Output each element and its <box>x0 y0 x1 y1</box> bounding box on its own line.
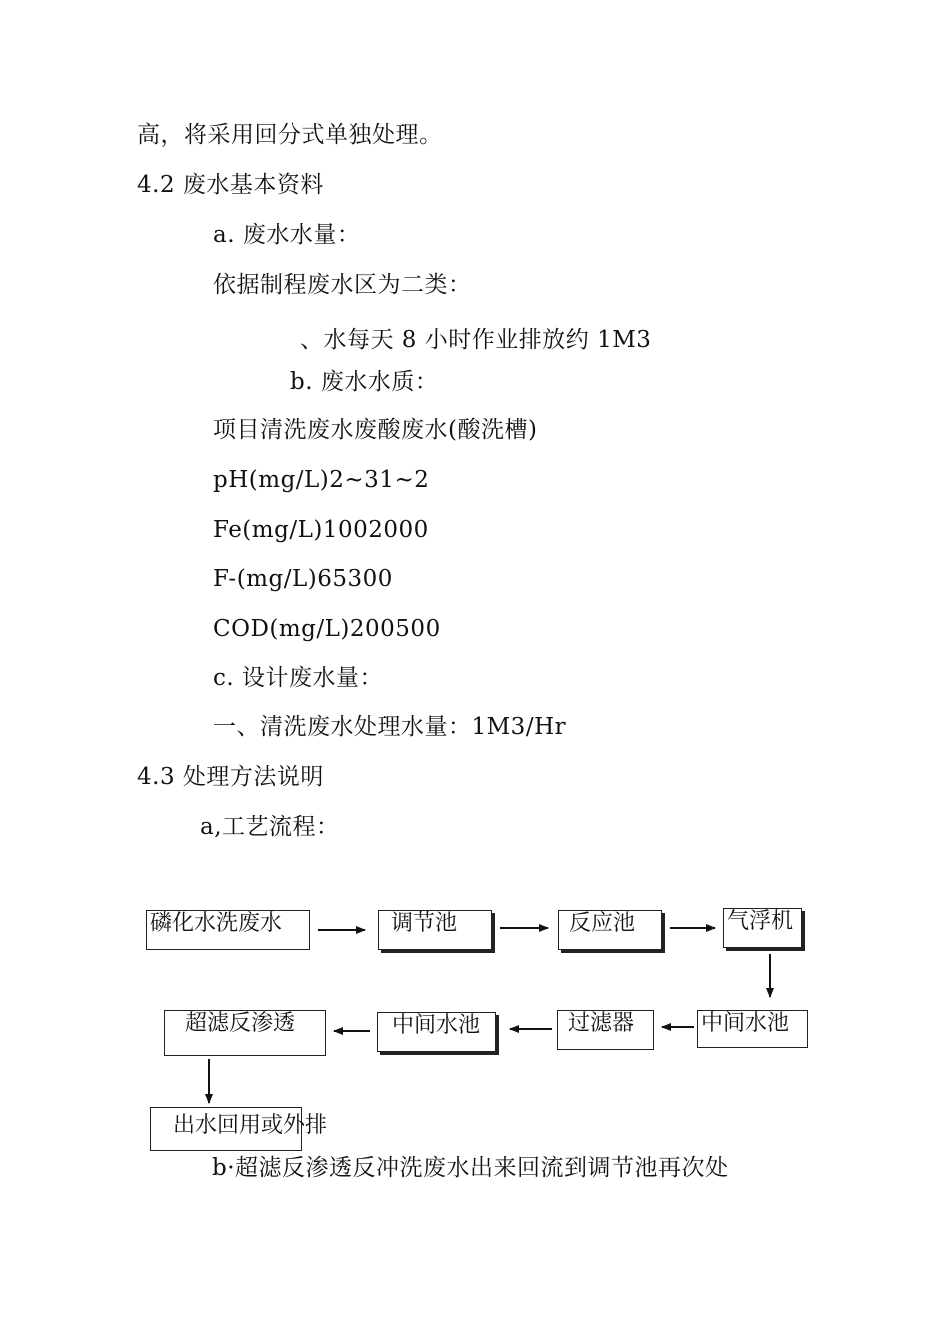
flow-node-reuse-or-discharge: 出水回用或外排 <box>150 1107 302 1151</box>
section-4-3-heading: 4.3 处理方法说明 <box>137 764 324 790</box>
design-volume-text: 一、清洗废水处理水量：1M3/Hr <box>213 714 567 740</box>
flow-node-reaction-tank: 反应池 <box>558 910 662 950</box>
flow-node-phosphating-rinse: 磷化水洗废水 <box>146 910 310 950</box>
quality-row-fe: Fe(mg/L)1002000 <box>213 517 429 543</box>
quality-table-header: 项目清洗废水废酸废水(酸洗槽) <box>213 417 538 443</box>
flow-node-intermediate-tank-right: 中间水池 <box>697 1010 808 1048</box>
section-4-2-heading: 4.2 废水基本资料 <box>137 172 324 198</box>
item-b-label: b. 废水水质： <box>290 369 439 395</box>
daily-discharge-text: 、水每天 8 小时作业排放约 1M3 <box>300 327 652 353</box>
flow-node-uf-ro: 超滤反渗透 <box>164 1010 326 1056</box>
quality-row-f: F-(mg/L)65300 <box>213 566 393 592</box>
flow-label: a,工艺流程： <box>200 814 340 840</box>
flow-node-intermediate-tank-left: 中间水池 <box>377 1012 496 1052</box>
item-b-note: b·超滤反渗透反冲洗废水出来回流到调节池再次处 <box>212 1155 729 1181</box>
flow-node-equalization-tank: 调节池 <box>378 910 492 950</box>
quality-row-cod: COD(mg/L)200500 <box>213 616 441 642</box>
quality-row-ph: pH(mg/L)2~31~2 <box>213 467 430 493</box>
flow-node-air-flotation: 气浮机 <box>723 908 802 948</box>
classify-text: 依据制程废水区为二类： <box>213 272 472 298</box>
item-c-label: c. 设计废水量： <box>213 665 384 691</box>
item-a-label: a. 废水水量： <box>213 222 361 248</box>
text-line-1: 高，将采用回分式单独处理。 <box>137 122 443 148</box>
flow-node-filter: 过滤器 <box>557 1010 654 1050</box>
